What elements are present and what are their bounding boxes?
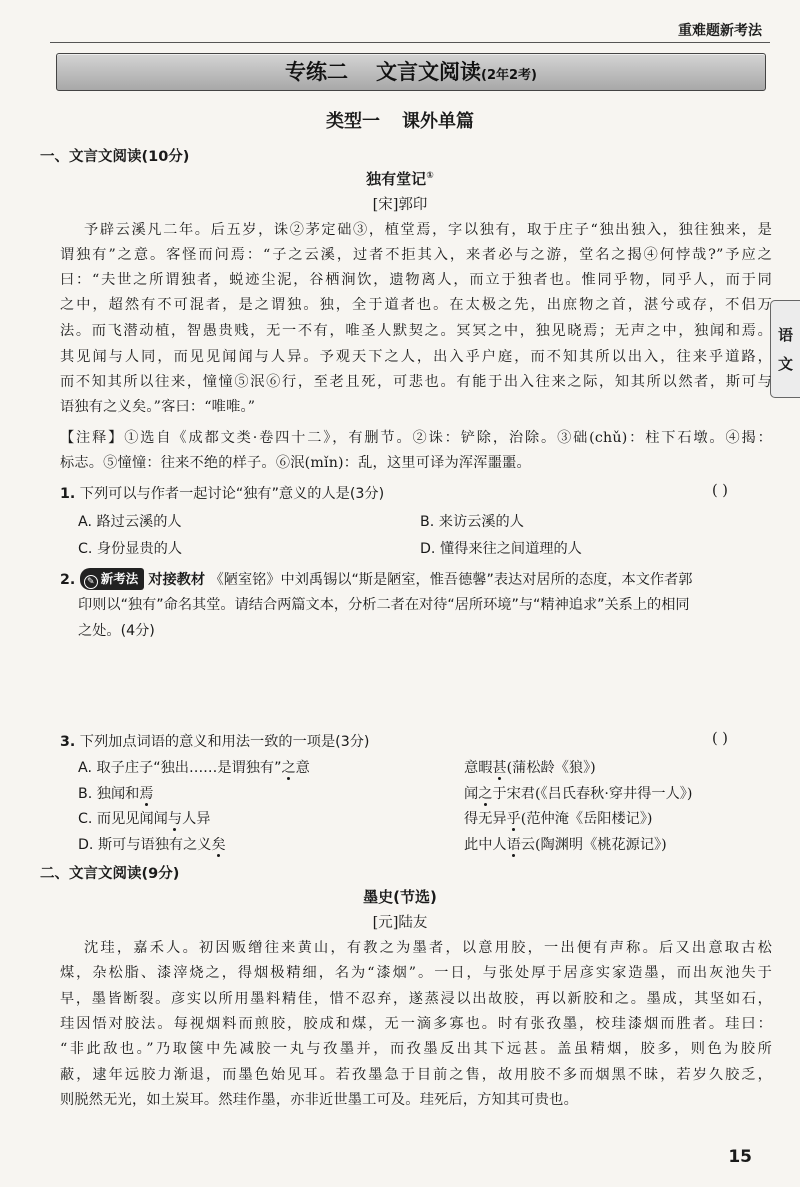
dotted-word: 与	[167, 811, 183, 827]
side-tab-char1: 语	[777, 326, 793, 344]
passage1-line: 而不知其所以往来，憧憧⑤泯⑥行，至老且死，可悲也。有能于出入往来之际，知其所以然者，斯可与	[60, 374, 772, 390]
q1-option-b: B. 来访云溪的人	[420, 514, 524, 530]
q2-number: 2.	[60, 572, 76, 588]
option-text: 意暇	[464, 760, 493, 776]
passage2-line: “非此敌也。”乃取箧中先减胶一丸与孜墨并，而孜墨反出其下远甚。盖虽精烟，胶多，则色为胶所	[60, 1041, 772, 1057]
option-text: 云(陶渊明《桃花源记》)	[520, 837, 667, 853]
option-text: A. 取子庄子“独出……是谓独有”	[78, 760, 282, 776]
dotted-word: 甚	[492, 760, 507, 776]
banner-note: (2年2考)	[481, 68, 537, 83]
q3-answer-blank: ( )	[712, 731, 728, 747]
section1-title-text: 独有堂记	[366, 170, 427, 188]
notes-line: 【注释】①选自《成都文类·卷四十二》，有删节。②诛：铲除，治除。③础(chǔ)：柱下石墩。④揭：	[60, 430, 772, 446]
option-text: 得无异	[464, 811, 507, 827]
header-rule	[50, 42, 770, 43]
passage2-line: 沈珪，嘉禾人。初因贩缯往来黄山，有教之为墨者，以意用胶，一出便有声称。后又出意取古松	[84, 940, 772, 956]
q1-number: 1.	[60, 486, 76, 502]
passage2-line: 珪因悟对胶法。每视烟料而煎胶，胶成和煤，无一滴多寡也。时有张孜墨，校珪漆烟而胜者。珪曰：	[60, 1016, 772, 1032]
q1-option-a: A. 路过云溪的人	[78, 514, 182, 530]
q3-option-b-right	[464, 783, 692, 803]
section1-title	[0, 168, 800, 189]
passage2-line: 早，墨皆断裂。彦实以所用墨料精佳，惜不忍弃，遂蒸浸以出故胶，再以新胶和之。墨成，其坚如石，	[60, 991, 772, 1007]
option-text: D. 斯可与语独有之义	[78, 837, 212, 853]
q3-option-a-left	[78, 757, 310, 777]
option-text: C. 而见见闻闻	[78, 811, 168, 827]
dotted-word: 矣	[211, 837, 226, 853]
q3-number: 3.	[60, 734, 76, 750]
dotted-word: 之	[478, 786, 493, 802]
q3-option-a-right	[464, 757, 596, 777]
q2-line1: 《陋室铭》中刘禹锡以“斯是陋室，惟吾德馨”表达对居所的态度，本文作者郭	[209, 572, 693, 588]
page-number: 15	[728, 1147, 752, 1167]
passage1-line: 语独有之义矣。”客曰：“唯唯。”	[60, 399, 256, 415]
q2-line2: 印则以“独有”命名其堂。请结合两篇文本，分析二者在对待“居所环境”与“精神追求”关系上的相同	[78, 597, 690, 613]
q3-option-b-left	[78, 783, 154, 803]
option-text: (范仲淹《岳阳楼记》)	[520, 811, 653, 827]
option-text: (蒲松龄《狼》)	[506, 760, 596, 776]
passage1-line: 谓独有”之意。客怪而问焉：“子之云溪，过者不拒其入，来者必与之游，堂名之揭④何悖哉?”予应之	[60, 247, 772, 263]
dotted-word: 乎	[506, 811, 521, 827]
section1-title-sup: ①	[426, 171, 434, 181]
option-text: B. 独闻和	[78, 786, 140, 802]
q1-answer-blank: ( )	[712, 483, 728, 499]
section2-title: 墨史(节选)	[363, 888, 437, 906]
section2-heading: 二、文言文阅读(9分)	[40, 866, 180, 882]
banner-title	[56, 53, 766, 91]
notes-line: 标志。⑤憧憧：往来不绝的样子。⑥泯(mǐn)：乱，这里可译为浑浑噩噩。	[60, 455, 531, 471]
q2-lead: 对接教材	[148, 572, 206, 588]
q3-option-c-right	[464, 808, 652, 828]
section1-heading: 一、文言文阅读(10分)	[40, 149, 190, 165]
question-1	[60, 483, 384, 503]
question-2	[60, 568, 692, 590]
q3-option-d-left	[78, 834, 226, 854]
new-method-badge	[80, 568, 145, 590]
banner-title-a: 专练二	[285, 60, 348, 84]
option-text: 人异	[182, 811, 211, 827]
q1-option-c: C. 身份显贵的人	[78, 541, 183, 557]
passage2-line: 蔽，逮年远胶力渐退，而墨色始见耳。若孜墨急于目前之售，故用胶不多而烟黑不昧，若岁久胶乏，	[60, 1067, 772, 1083]
side-tab	[770, 300, 800, 398]
option-text: 意	[295, 760, 310, 776]
passage1-line: 曰：“夫世之所谓独者，蜕迹尘泥，谷栖涧饮，遗物离人，而立于独者也。惟同乎物，同乎人，而于同	[60, 272, 772, 288]
q2-line3: 之处。(4分)	[78, 623, 155, 639]
option-text: 于宋君(《吕氏春秋·穿井得一人》)	[492, 786, 693, 802]
passage1-line: 之中，超然有不可混者，是之谓独。独，全于道者也。在太极之先，出庶物之首，湛兮或存，不侣万	[60, 297, 772, 313]
dotted-word: 焉	[139, 786, 154, 802]
banner-title-b: 文言文阅读	[376, 60, 481, 84]
question-3	[60, 731, 369, 751]
q1-option-d: D. 懂得来往之间道理的人	[420, 541, 582, 557]
dotted-word: 语	[506, 837, 521, 853]
subtitle-a: 类型一	[326, 111, 380, 132]
section2-author: [元]陆友	[372, 915, 428, 931]
passage1-line: 法。而飞潜动植，智愚贵贱，无一不有，唯圣人默契之。冥冥之中，独见晓焉；无声之中，独闻和焉。	[60, 323, 772, 339]
option-text: 闻	[464, 786, 479, 802]
pencil-icon: ✎	[84, 575, 98, 589]
passage1-line: 予辟云溪凡二年。后五岁，诛②茅定础③，植堂焉，字以独有，取于庄子“独出独入，独往独来，是	[84, 222, 772, 238]
q1-text: 下列可以与作者一起讨论“独有”意义的人是(3分)	[79, 486, 385, 502]
subtitle	[0, 107, 800, 133]
subtitle-b: 课外单篇	[402, 111, 474, 132]
passage2-line: 则脱然无光，如土炭耳。然珪作墨，亦非近世墨工可及。珪死后，方知其可贵也。	[60, 1092, 578, 1108]
side-tab-char2: 文	[777, 354, 793, 373]
passage2-line: 煤，杂松脂、漆滓烧之，得烟极精细，名为“漆烟”。一日，与张处厚于居彦实家造墨，而出灰池失于	[60, 965, 772, 981]
header-tag: 重难题新考法	[678, 23, 762, 39]
dotted-word: 之	[281, 760, 296, 776]
passage1-line: 其见闻与人同，而见见闻闻与人异。予观天下之人，出入乎户庭，而不知其所以出入，往来乎道路，	[60, 349, 772, 365]
badge-label: 新考法	[100, 571, 139, 586]
q3-text: 下列加点词语的意义和用法一致的一项是(3分)	[79, 734, 370, 750]
option-text: 此中人	[464, 837, 507, 853]
q3-option-d-right	[464, 834, 667, 854]
q3-option-c-left	[78, 808, 210, 828]
section1-author: [宋]郭印	[372, 197, 428, 213]
